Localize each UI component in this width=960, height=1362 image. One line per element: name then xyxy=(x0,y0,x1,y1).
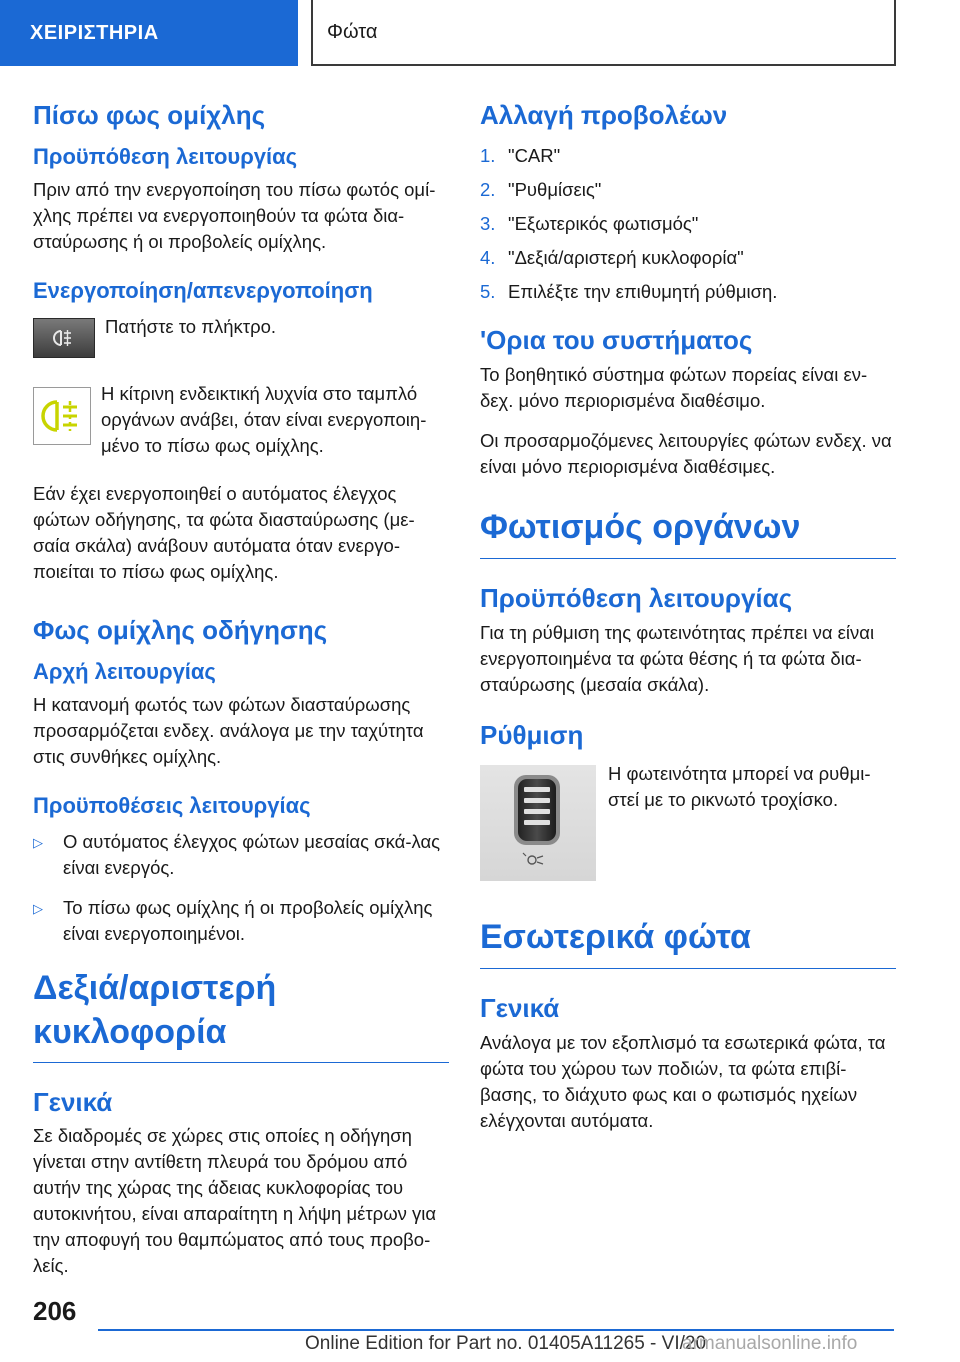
rear-fog-requirement-text: Πριν από την ενεργοποίηση του πίσω φωτός ομί-χλης πρέπει να ενεργοποιηθούν τα φώτα δια-σταύρωσης ή οι προβολείς ομίχλης. xyxy=(33,178,436,252)
change-headlights-steps xyxy=(480,143,896,305)
auto-light-text: Εάν έχει ενεργοποιηθεί ο αυτόματος έλεγχος φώτων οδήγησης, τα φώτα διασταύρωσης (με-σαία σκάλα) ανάβουν αυτόματα όταν ενεργο-ποιείται το πίσω φως ομίχλης. xyxy=(33,483,415,583)
footer-rule xyxy=(98,1329,894,1331)
button-instruction-text: Πατήστε το πλήκτρο. xyxy=(105,316,277,338)
instrument-requirement-heading: Προϋπόθεση λειτουργίας xyxy=(480,582,793,613)
list-item xyxy=(480,245,896,271)
driving-fog-principle-heading: Αρχή λειτουργίας xyxy=(33,659,216,685)
step-text: "Ρυθμίσεις" xyxy=(508,179,602,201)
page-number: 206 xyxy=(33,1296,77,1326)
driving-fog-principle-text: Η κατανομή φωτός των φώτων διασταύρωσης προσαρμόζεται ενδεχ. ανάλογα με την ταχύτητα στις συνθήκες ομίχλης. xyxy=(33,693,424,767)
limits-text-2: Οι προσαρμοζόμενες λειτουργίες φώτων ενδεχ. να είναι μόνο περιορισμένα διαθέσιμες. xyxy=(480,430,892,478)
step-text: "Δεξιά/αριστερή κυκλοφορία" xyxy=(508,247,744,269)
traffic-title: Δεξιά/αριστερή κυκλοφορία xyxy=(33,967,449,1063)
list-item xyxy=(480,211,896,237)
rear-fog-light-button-icon xyxy=(33,318,95,363)
thumbwheel-photo xyxy=(480,765,596,886)
step-number: 2. xyxy=(480,179,496,201)
adjust-instruction xyxy=(480,765,896,886)
driving-fog-title: Φως ομίχλης οδήγησης xyxy=(33,615,328,646)
adjust-text: Η φωτεινότητα μπορεί να ρυθμι-στεί με το ρικνωτό τροχίσκο. xyxy=(608,763,871,811)
chapter-tab: ΧΕΙΡΙΣΤΗΡΙΑ xyxy=(0,0,298,66)
driving-fog-requirements-heading: Προϋποθέσεις λειτουργίας xyxy=(33,792,311,818)
rear-fog-requirement-heading: Προϋπόθεση λειτουργίας xyxy=(33,144,298,170)
list-item xyxy=(480,279,896,305)
list-item-text: Ο αυτόματος έλεγχος φώτων μεσαίας σκά-λας είναι ενεργός. xyxy=(63,831,441,879)
section-header: Φώτα xyxy=(311,0,896,66)
interior-general-heading: Γενικά xyxy=(480,992,560,1023)
rear-fog-indicator-icon xyxy=(33,387,91,450)
list-item xyxy=(480,143,896,169)
limits-text-1: Το βοηθητικό σύστημα φώτων πορείας είναι εν-δεχ. μόνο περιορισμένα διαθέσιμο. xyxy=(480,364,868,412)
instrument-requirement-text: Για τη ρύθμιση της φωτεινότητας πρέπει να είναι ενεργοποιημένα τα φώτα θέσης ή τα φώτα δια-σταύρωσης (μεσαία σκάλα). xyxy=(480,622,875,696)
driving-fog-requirements-list xyxy=(33,829,449,947)
button-instruction xyxy=(33,318,449,363)
step-number: 4. xyxy=(480,247,496,269)
triangle-bullet-icon: ▷ xyxy=(33,835,43,851)
traffic-general-heading: Γενικά xyxy=(33,1087,113,1118)
limits-title: 'Ορια του συστήματος xyxy=(480,325,753,356)
indicator-instruction xyxy=(33,381,449,459)
triangle-bullet-icon: ▷ xyxy=(33,901,43,917)
interior-general-text: Ανάλογα με τον εξοπλισμό τα εσωτερικά φώτα, τα φώτα του χώρου των ποδιών, τα φώτα επιβί-βασης, το διάχυτο φως και ο φωτισμός ηχείων ελέγχονται αυτόματα. xyxy=(480,1031,886,1131)
step-text: "Εξωτερικός φωτισμός" xyxy=(508,213,699,235)
change-headlights-title: Αλλαγή προβολέων xyxy=(480,100,728,130)
rear-fog-title: Πίσω φως ομίχλης xyxy=(33,100,266,130)
edition-footer: Online Edition for Part no. 01405A11265 - VI/20 xyxy=(305,1333,707,1354)
list-item xyxy=(480,177,896,203)
list-item-text: Το πίσω φως ομίχλης ή οι προβολείς ομίχλης είναι ενεργοποιημένοι. xyxy=(63,897,433,945)
step-number: 5. xyxy=(480,281,496,303)
rear-fog-toggle-heading: Ενεργοποίηση/απενεργοποίηση xyxy=(33,277,373,303)
right-column xyxy=(480,100,896,1156)
indicator-instruction-text: Η κίτρινη ενδεικτική λυχνία στο ταμπλό οργάνων ανάβει, όταν είναι ενεργοποιη-μένο το πίσω φως ομίχλης. xyxy=(101,383,427,457)
step-number: 1. xyxy=(480,145,496,167)
list-item xyxy=(33,829,449,881)
step-text: Επιλέξτε την επιθυμητή ρύθμιση. xyxy=(508,281,778,303)
interior-lights-title: Εσωτερικά φώτα xyxy=(480,916,896,969)
step-number: 3. xyxy=(480,213,496,235)
list-item xyxy=(33,895,449,947)
left-column xyxy=(33,100,449,1301)
instrument-lighting-title: Φωτισμός οργάνων xyxy=(480,506,896,559)
adjust-heading: Ρύθμιση xyxy=(480,720,584,751)
traffic-general-text: Σε διαδρομές σε χώρες στις οποίες η οδήγηση γίνεται στην αντίθετη πλευρά του δρόμου από αυτήν της χώρας της άδειας κυκλοφορίας του αυτοκινήτου, είναι απαραίτητη η λήψη μέτρων για την αποφυγή του θαμπώματος από τους προβο-λείς. xyxy=(33,1124,437,1276)
watermark: armanualsonline.info xyxy=(682,1333,858,1354)
step-text: "CAR" xyxy=(508,145,561,167)
